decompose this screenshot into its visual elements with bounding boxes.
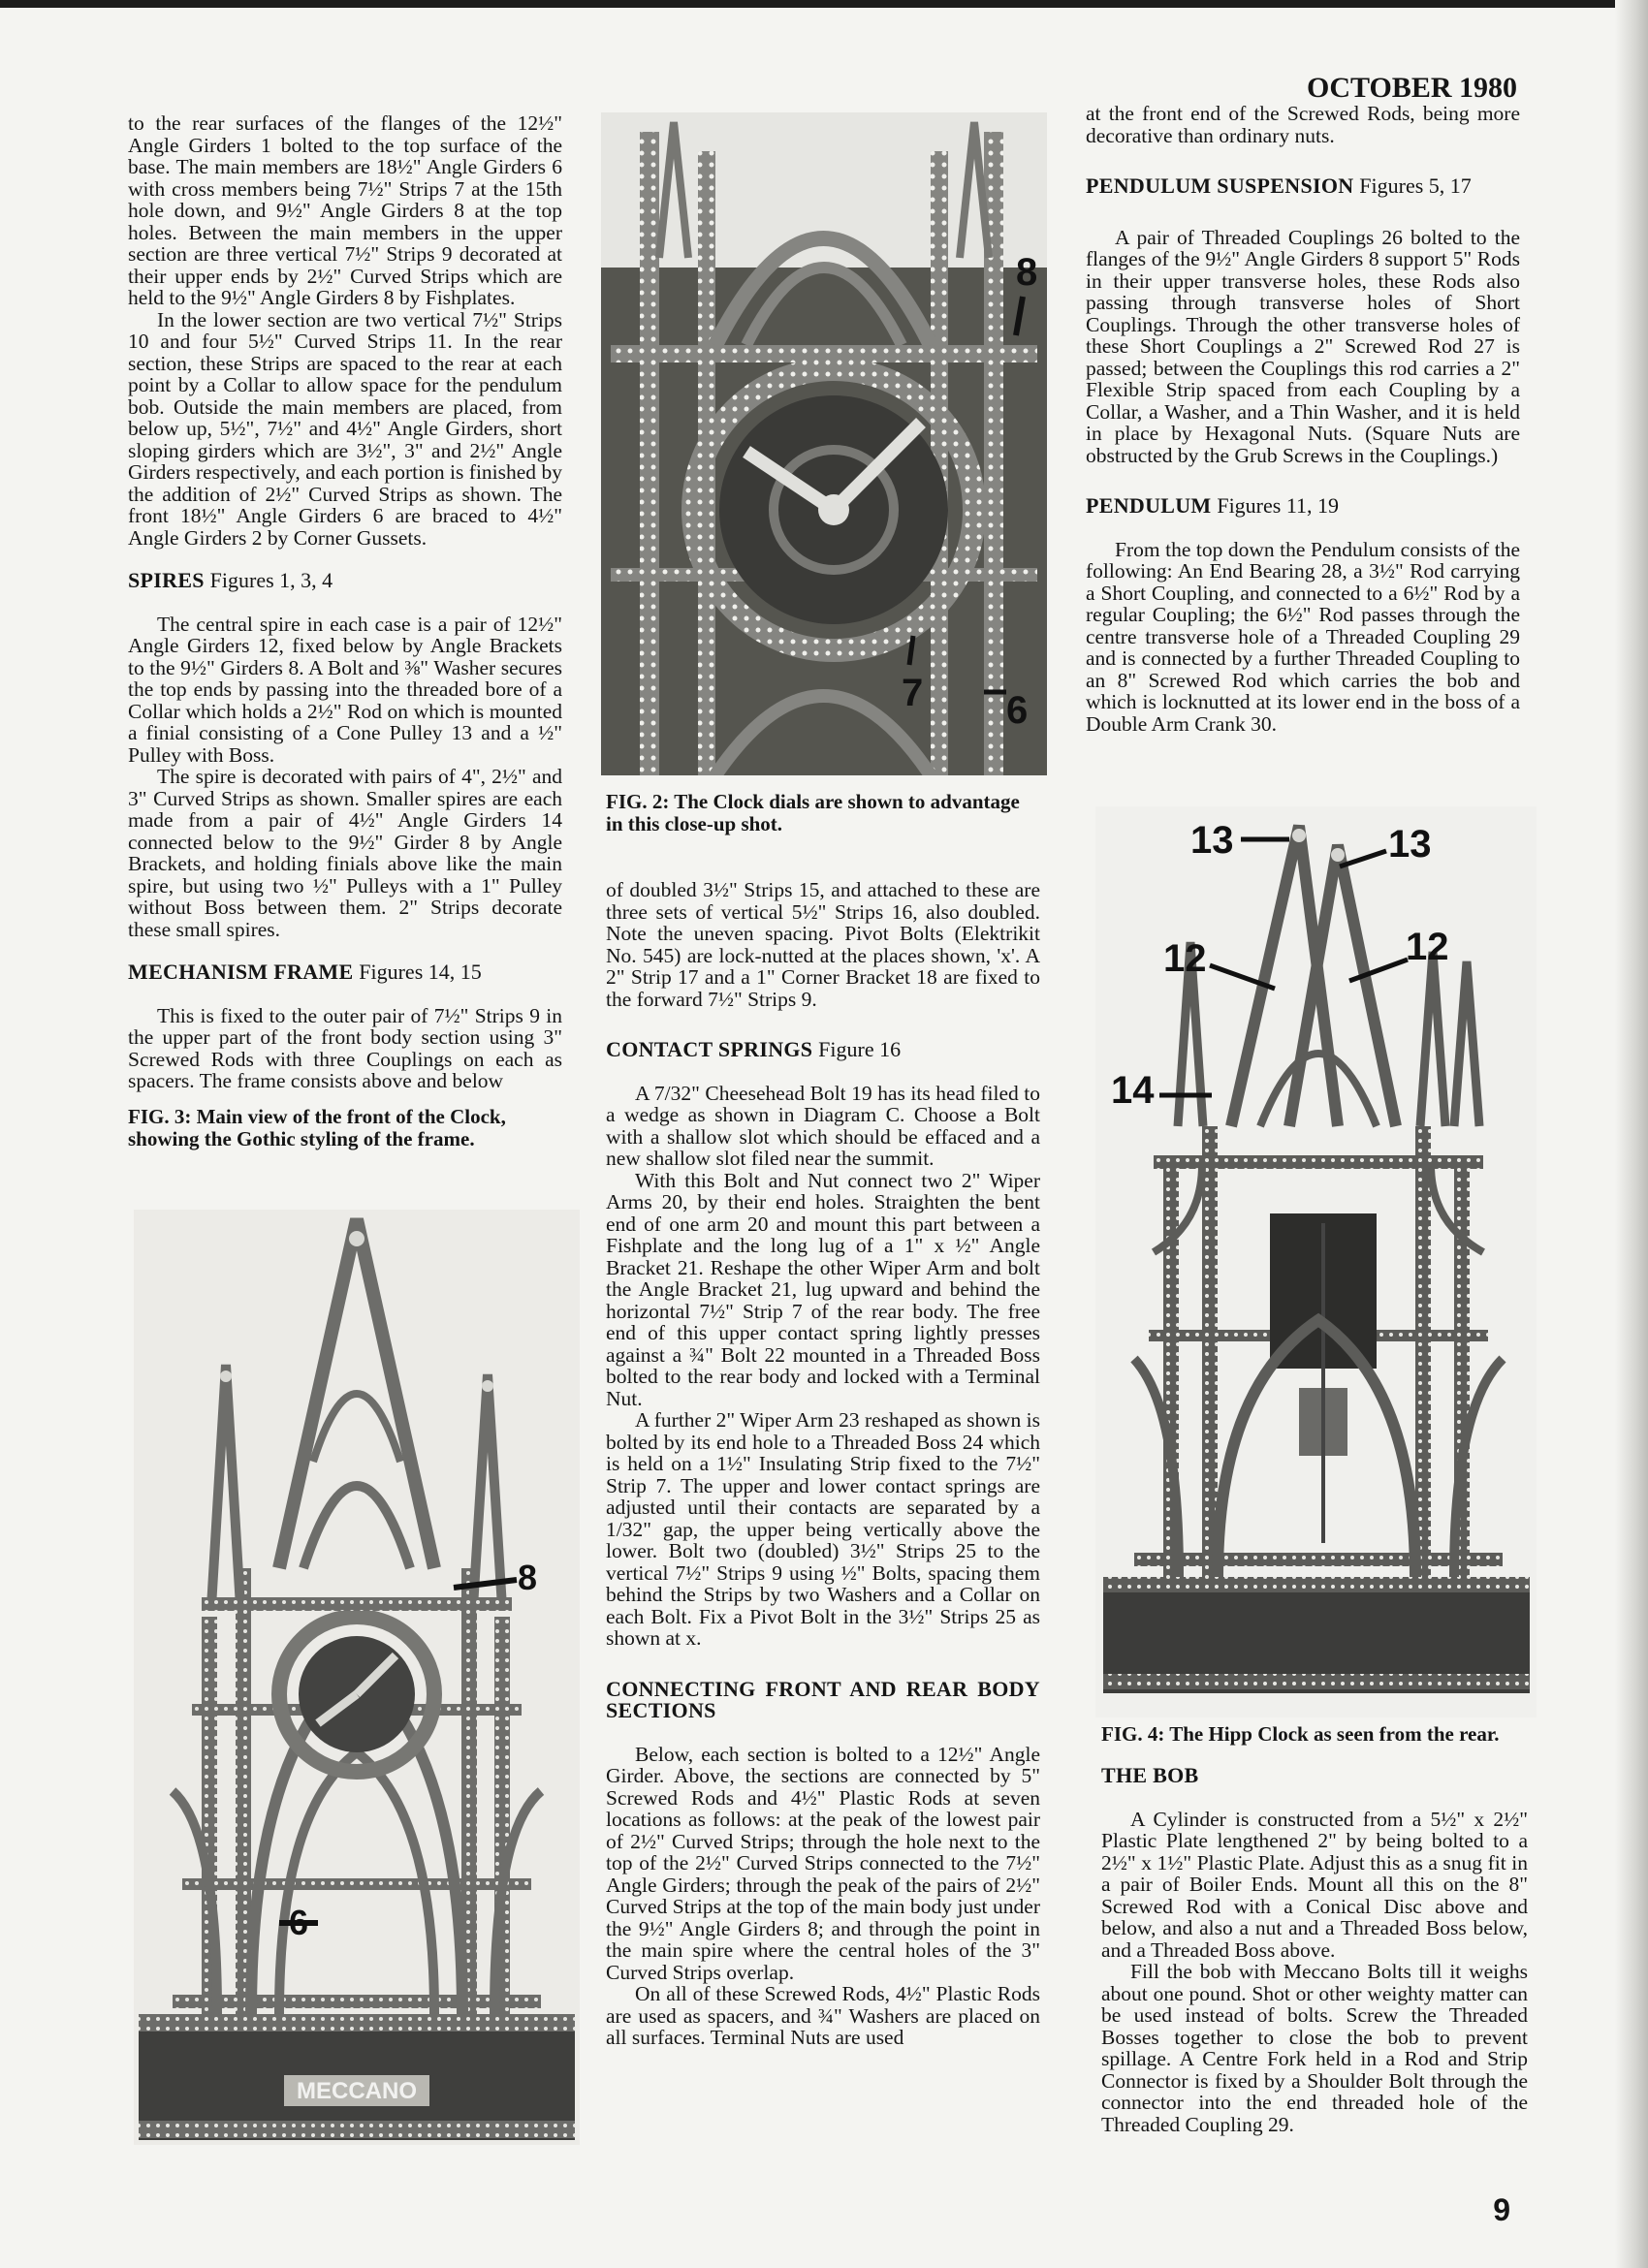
column-1	[128, 112, 562, 1150]
figure-4-photo	[1095, 806, 1537, 1717]
paragraph: A 7/32" Cheesehead Bolt 19 has its head filed to a wedge as shown in Diagram C. Choose a Bolt with a shallow slot which should be effaced and a new shallow slot filed near the summit.	[606, 1081, 1040, 1170]
paragraph: On all of these Screwed Rods, 4½" Plastic Rods are used as spacers, and ¾" Washers are placed on all surfaces. Terminal Nuts are used	[606, 1982, 1040, 2049]
meccano-base-label: MECCANO	[297, 2078, 417, 2104]
paragraph: A pair of Threaded Couplings 26 bolted to the flanges of the 9½" Angle Girders 8 support 5" Rods in their upper transverse holes, these Rods also passing through transverse holes of Short Couplings. Through the other transverse holes of these Short Couplings a 2" Screwed Rod 27 is passed; between the Couplings this rod carries a 2" Flexible Strip spaced from each Coupling by a Collar, a Washer, and a Thin Washer, and it is held in place by Hexagonal Nuts. (Square Nuts are obstructed by the Grub Screws in the Couplings.)	[1086, 225, 1520, 467]
page-number: 9	[1493, 2192, 1510, 2227]
figure-2-photo	[601, 112, 1047, 775]
section-heading-pendulum: PENDULUM Figures 11, 19	[1086, 493, 1340, 518]
column-3-lower	[1101, 1723, 1528, 2135]
figure-4-label: 12	[1406, 926, 1449, 968]
paragraph: The central spire in each case is a pair of 12½" Angle Girders 12, fixed below by Angle Brackets to the 9½" Girders 8. A Bolt and ⅜" Washer secures the top ends by passing into the threaded bore of a Collar which holds a 2½" Rod on which is mounted a finial consisting of a Cone Pulley 13 and a ½" Pulley with Boss.	[128, 612, 562, 767]
figure-2-caption: FIG. 2: The Clock dials are shown to advantage in this close-up shot.	[606, 790, 1020, 835]
section-heading-contact-springs: CONTACT SPRINGS Figure 16	[606, 1037, 902, 1061]
section-heading-the-bob: THE BOB	[1101, 1763, 1199, 1787]
issue-date: OCTOBER 1980	[1307, 72, 1517, 104]
page-binding-shadow	[1615, 0, 1648, 2268]
figure-3-label: 8	[518, 1558, 538, 1597]
figure-2-label: 7	[902, 672, 924, 714]
section-heading-connecting-sections: CONNECTING FRONT AND REAR BODY SECTIONS	[606, 1676, 1040, 1722]
paragraph: Below, each section is bolted to a 12½" Angle Girder. Above, the sections are connected by 5" Screwed Rods and 4½" Plastic Rods at seven locations as follows: at the peak of the lowest pair of 2½" Curved Strips; through the hole next to the top of the 2½" Curved Strips connected to the 7½" Angle Girders; through the peak of the pairs of 2½" Curved Strips at the top of the main body just under the 9½" Angle Girders 8; and through the point in the main spire where the central holes of the 3" Curved Strips overlap.	[606, 1742, 1040, 1984]
figure-4-label: 12	[1163, 937, 1207, 980]
paragraph: to the rear surfaces of the flanges of the 12½" Angle Girders 1 bolted to the top surface of the base. The main members are 18½" Angle Girders 6 with cross members being 7½" Strips 7 at the 15th hole down, and 9½" Angle Girders 8 at the top holes. Between the main members in the upper section are three vertical 7½" Strips 9 decorated at their upper ends by 2½" Curved Strips which are held to the 9½" Angle Girders 8 by Fishplates.	[128, 111, 562, 309]
paragraph: The spire is decorated with pairs of 4", 2½" and 3" Curved Strips as shown. Smaller spires are each made from a pair of 4½" Angle Girders 14 connected below to the 9½" Girder 8 by Angle Brackets, and holding finials above like the main spire, but using two ½" Pulleys with a 1" Pulley without Boss between them. 2" Strips decorate these small spires.	[128, 765, 562, 941]
paragraph: With this Bolt and Nut connect two 2" Wiper Arms 20, by their end holes. Straighten the bent end of one arm 20 and mount this part between a Fishplate and the long lug of a 1" x ½" Angle Bracket 21. Reshape the other Wiper Arm and bolt the Angle Bracket 21, lug upward and behind the horizontal 7½" Strip 7 of the rear body. The free end of this upper contact spring lightly presses against a ¾" Bolt 22 mounted in a Threaded Boss bolted to the rear body and locked with a Terminal Nut.	[606, 1168, 1040, 1410]
figure-4-caption: FIG. 4: The Hipp Clock as seen from the rear.	[1101, 1722, 1500, 1746]
top-edge	[0, 0, 1648, 8]
paragraph: In the lower section are two vertical 7½" Strips 10 and four 5½" Curved Strips 11. In the rear section, these Strips are spaced to the rear at each point by a Collar to allow space for the pendulum bob. Outside the main members are placed, from below up, 5½", 7½" and 4½" Angle Girders, short sloping girders which are 3½", 3" and 2½" Angle Girders respectively, and each portion is finished by the addition of 2½" Curved Strips as shown. The front 18½" Angle Girders 6 are braced to 4½" Angle Girders 2 by Corner Gussets.	[128, 307, 562, 550]
figure-2-label: 6	[1006, 689, 1029, 732]
section-heading-mechanism-frame: MECHANISM FRAME Figures 14, 15	[128, 960, 482, 984]
figure-3-label: 6	[289, 1903, 309, 1942]
paragraph: of doubled 3½" Strips 15, and attached to these are three sets of vertical 5½" Strips 16, also doubled. Note the uneven spacing. Pivot Bolts (Elektrikit No. 545) are lock-nutted at the places shown, 'x'. A 2" Strip 17 and a 1" Corner Bracket 18 are fixed to the forward 7½" Strips 9.	[606, 878, 1040, 1011]
section-heading-spires: SPIRES Figures 1, 3, 4	[128, 568, 333, 592]
figure-4-label: 14	[1111, 1069, 1155, 1112]
paragraph: Fill the bob with Meccano Bolts till it weighs about one pound. Shot or other weighty matter can be used instead of bolts. Screw the Threaded Bosses together to close the bob to prevent spillage. A Centre Fork held in a Rod and Strip Connector is fixed by a Shoulder Bolt through the connector into the end threaded hole of the Threaded Coupling 29.	[1101, 1960, 1528, 2136]
figure-4-label: 13	[1388, 823, 1432, 866]
paragraph: This is fixed to the outer pair of 7½" Strips 9 in the upper part of the front body section using 3" Screwed Rods with three Couplings on each as spacers. The frame consists above and below	[128, 1003, 562, 1092]
column-2	[606, 791, 1040, 2049]
paragraph: From the top down the Pendulum consists of the following: An End Bearing 28, a 3½" Rod carrying a Short Coupling, and connected to a 6½" Rod by a regular Coupling; the 6½" Rod passes through the centre transverse hole of a Threaded Coupling 29 and is connected by a further Threaded Coupling to an 8" Screwed Rod which carries the bob and which is locknutted at its lower end in the boss of a Double Arm Crank 30.	[1086, 537, 1520, 736]
figure-4-label: 13	[1190, 819, 1234, 862]
paragraph: A further 2" Wiper Arm 23 reshaped as shown is bolted by its end hole to a Threaded Boss 24 which is held on a 1½" Insulating Strip fixed to the 7½" Strip 7. The upper and lower contact springs are adjusted until their contacts are separated by a 1/32" gap, the upper being vertically above the lower. Bolt two (doubled) 3½" Strips 25 to the vertical 7½" Strips 9 using ½" Bolts, spacing them behind the Strips by two Washers and a Collar on each Bolt. Fix a Pivot Bolt in the 3½" Strips 25 as shown at x.	[606, 1408, 1040, 1650]
figure-3-photo	[134, 1210, 580, 2145]
section-heading-pendulum-suspension: PENDULUM SUSPENSION Figures 5, 17	[1086, 173, 1472, 198]
paragraph: A Cylinder is constructed from a 5½" x 2½" Plastic Plate lengthened 2" by being bolted to a 2½" x 1½" Plastic Plate. Adjust this as a snug fit in a pair of Boiler Ends. Mount all this on the 8" Screwed Rod with a Conical Disc above and below, and also a nut and a Threaded Boss below, and a Threaded Boss above.	[1101, 1807, 1528, 1962]
figure-3-caption: FIG. 3: Main view of the front of the Clock, showing the Gothic styling of the frame.	[128, 1104, 506, 1150]
figure-2-label: 8	[1016, 251, 1038, 294]
paragraph: at the front end of the Screwed Rods, being more decorative than ordinary nuts.	[1086, 102, 1520, 147]
column-3	[1086, 103, 1520, 735]
